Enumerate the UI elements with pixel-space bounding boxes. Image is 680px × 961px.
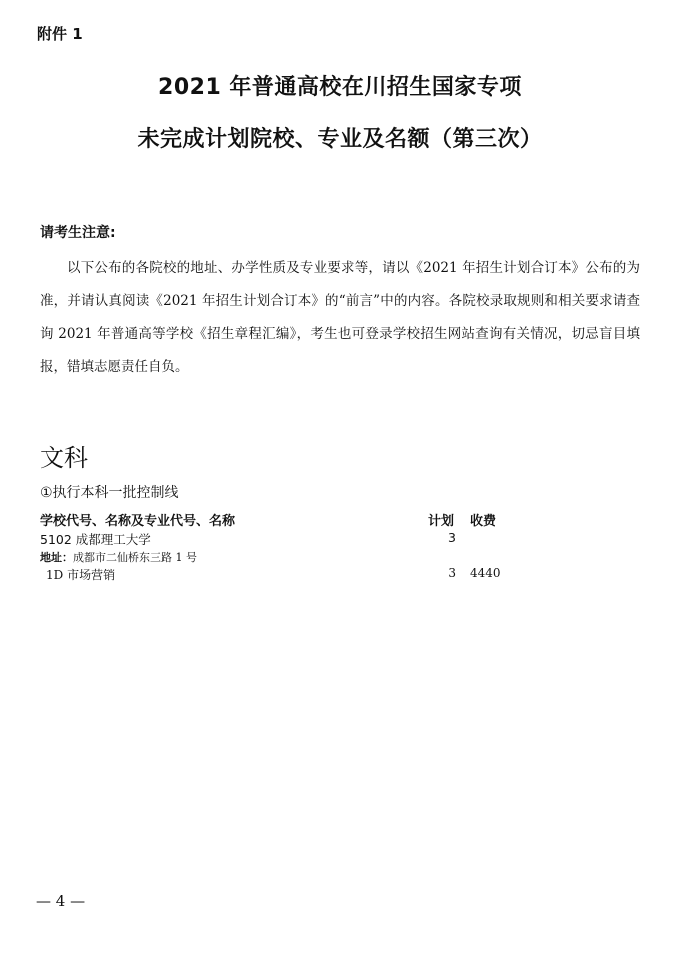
school-row: [40, 530, 540, 548]
table-row: [40, 566, 540, 584]
address-label: 地址：: [40, 551, 73, 564]
batch-title: ①执行本科一批控制线: [40, 485, 179, 501]
attachment-label: 附件 1: [37, 25, 83, 43]
major-fee: 4440: [470, 566, 501, 580]
major-plan: 3: [448, 566, 456, 580]
header-fee: 收费: [470, 514, 497, 529]
school-plan: 3: [448, 530, 456, 545]
document-title-line-2: 未完成计划院校、专业及名额（第三次）: [137, 127, 543, 152]
header-plan: 计划: [428, 514, 455, 529]
header-school: 学校代号、名称及专业代号、名称: [40, 514, 236, 529]
school-address: [40, 549, 197, 565]
page-number: — 4 —: [36, 892, 86, 910]
address-value: 成都市二仙桥东三路 1 号: [73, 551, 197, 564]
table-header-row: [40, 510, 540, 528]
major-name: 1D 市场营销: [46, 568, 116, 582]
section-title-liberal-arts: 文科: [40, 444, 88, 472]
school-name: 5102 成都理工大学: [40, 532, 151, 547]
notice-body: 以下公布的各院校的地址、办学性质及专业要求等，请以《2021 年招生计划合订本》公布的为准，并请认真阅读《2021 年招生计划合订本》的“前言”中的内容。各院校录取规则和相关要求请查询 2021 年普通高等学校《招生章程汇编》，考生也可登录学校招生网站查询有关情况，切忌盲目填报，错填志愿责任自负。: [40, 260, 640, 375]
notice-heading: 请考生注意:: [40, 225, 116, 241]
document-title-line-1: 2021 年普通高校在川招生国家专项: [158, 75, 522, 100]
